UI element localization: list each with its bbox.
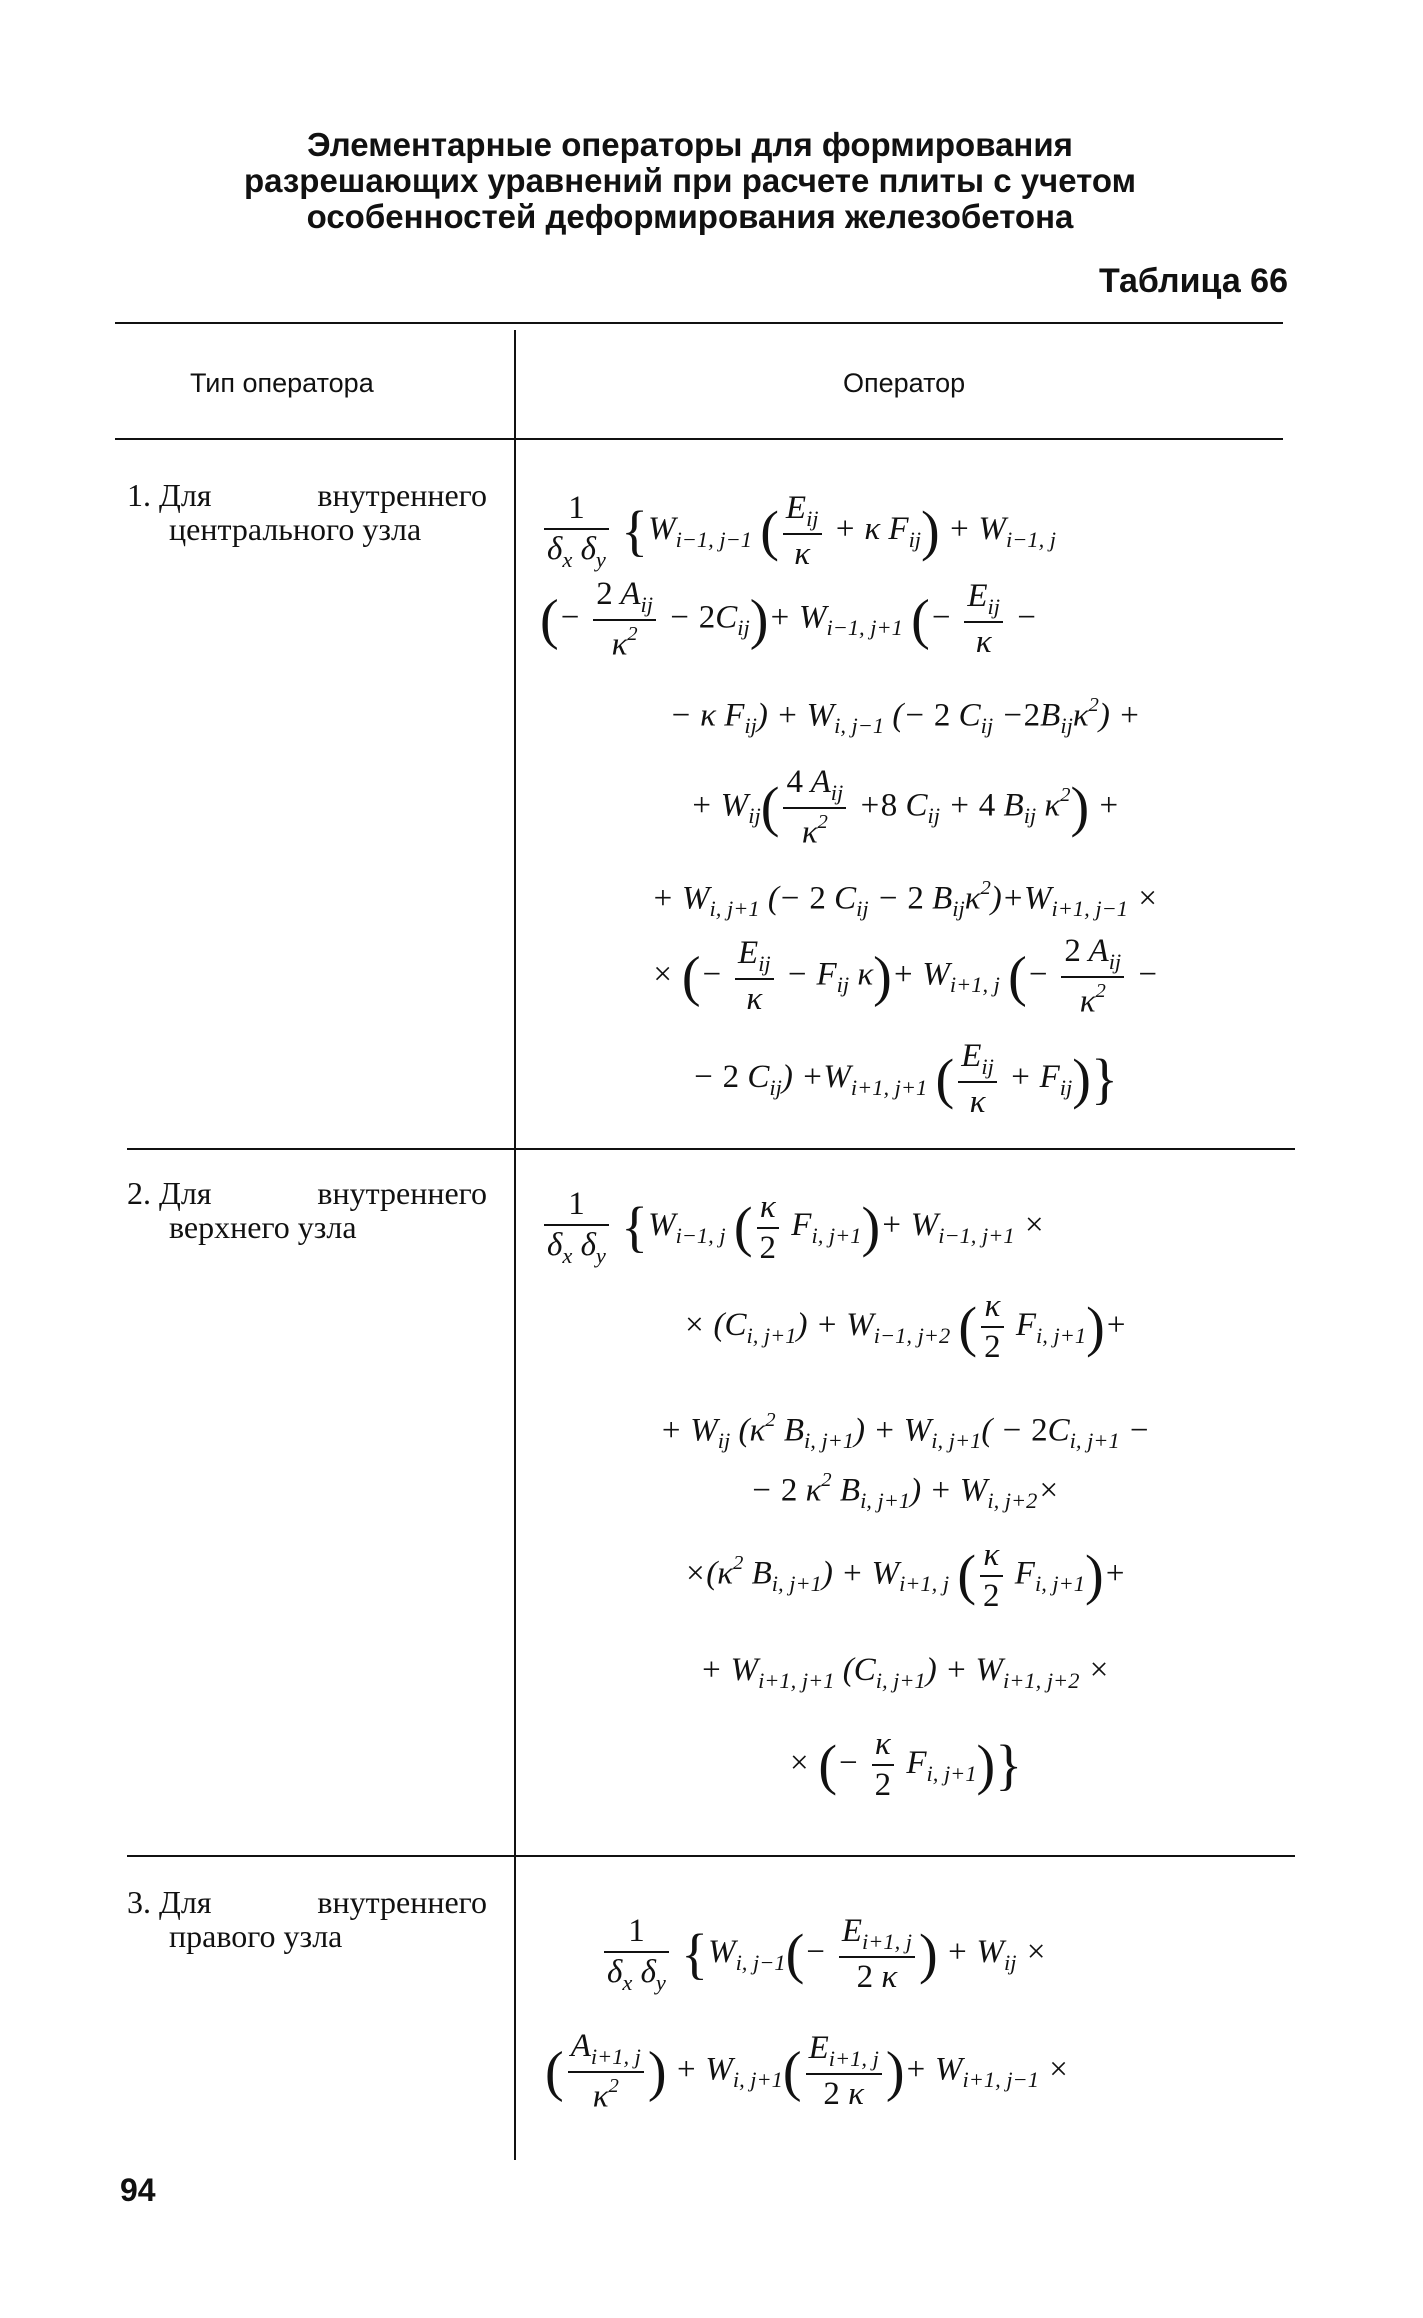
- fraction: $\frac{1}{\delta_x \delta_y}$: [544, 492, 609, 571]
- row-3-word-2: внутреннего: [317, 1884, 487, 1920]
- table-heading-line-1: Элементарные операторы для формирования: [307, 126, 1073, 163]
- row-1-word-2: внутреннего: [317, 477, 487, 513]
- row-1-word-1: Для: [159, 477, 212, 513]
- row-2-formula-line-2: × $(C_{i, j+1}) + W_{i-1, j+2}$ ( $\frac{\kappa}{2}$ $F_{i, j+1})+$: [682, 1288, 1128, 1366]
- row-2-formula-line-1: $\frac{1}{\delta_x \delta_y}$ {$W_{i-1, j}$ ( $\frac{\kappa}{2}$ $F_{i, j+1})+ W_{i-1, j+1}$ ×: [520, 1188, 1290, 1258]
- row-2-word-2: внутреннего: [317, 1175, 487, 1211]
- row-1-type-line-2: центрального узла: [169, 511, 422, 547]
- row-1-formula-line-1: $\frac{1}{\delta_x \delta_y}$ {$W_{i-1, j-1}$ ( $\frac{E_{ij}}{\kappa}$ + κ $F_{ij}) + W_{i-1, j}$: [520, 492, 1290, 562]
- row-1-formula-line-7: − 2 $C_{ij}) +W_{i+1, j+1}$ ( $\frac{E_{ij}}{\kappa}$ + $F_{ij}$)}: [692, 1038, 1118, 1121]
- column-header-operator: Оператор: [843, 368, 966, 398]
- table-heading-line-3: особенностей деформирования железобетона: [306, 198, 1074, 235]
- row-2-formula-line-5: $\times(\kappa^2$ $B_{i, j+1}) + W_{i+1, j}$ ( $\frac{\kappa}{2}$ $F_{i, j+1})+$: [684, 1536, 1126, 1614]
- table-heading-line-2: разрешающих уравнений при расчете плиты с учетом: [243, 162, 1136, 199]
- row-2-word-1: Для: [159, 1175, 212, 1211]
- row-1-type: [127, 478, 487, 546]
- table-number-label: Таблица 66: [1099, 262, 1288, 300]
- row-2-formula-line-6: + $W_{i+1, j+1}$ $(C_{i, j+1}) + W_{i+1, j+2}$ ×: [700, 1652, 1110, 1693]
- row-2-formula-line-3: + $W_{ij}$ ($\kappa^2$ $B_{i, j+1}) + W_{i, j+1}( - 2C_{i, j+1}$ −: [659, 1409, 1151, 1454]
- row-1-formula-line-3: − κ $F_{ij}) + W_{i, j-1}$ (− 2 $C_{ij} -2B_{ij}\kappa^2$) +: [669, 694, 1141, 739]
- header-bottom-rule: [115, 438, 1283, 440]
- row-1-formula-line-5: + $W_{i, j+1}$ (− 2 $C_{ij} - 2$ $B_{ij}\kappa^2)+W_{i+1, j-1}$ ×: [651, 877, 1159, 922]
- row-3-type: [127, 1885, 487, 1953]
- row-2-type: [127, 1176, 487, 1244]
- row-divider-2: [127, 1855, 1295, 1857]
- row-divider-1: [127, 1148, 1295, 1150]
- row-3-number: 3.: [127, 1884, 151, 1920]
- row-1-number: 1.: [127, 477, 151, 513]
- row-3-formula-line-2: ( $\frac{A_{i+1, j}}{\kappa^2}$ ) + $W_{i, j+1}$( $\frac{E_{i+1, j}}{2 \kappa}$ )+ $W_{i+1, j-1}$ ×: [545, 2028, 1070, 2115]
- column-divider: [514, 330, 516, 2160]
- row-3-word-1: Для: [159, 1884, 212, 1920]
- row-3-type-line-2: правого узла: [169, 1918, 343, 1954]
- column-header-type: Тип оператора: [190, 368, 374, 398]
- row-1-formula-line-6: × (− $\frac{E_{ij}}{\kappa}$ − $F_{ij}$ $\kappa)+ W_{i+1, j}$ (− $\frac{2 A_{ij}}{\kappa^2}$ −: [651, 933, 1159, 1020]
- row-1-formula-line-2: (− $\frac{2 A_{ij}}{\kappa^2}$ − $2C_{ij})+ W_{i-1, j+1}$ (− $\frac{E_{ij}}{\kappa}$ −: [540, 576, 1038, 663]
- page-number: 94: [120, 2172, 156, 2208]
- row-1-formula-line-4: + $W_{ij}$( $\frac{4 A_{ij}}{\kappa^2}$ +8 $C_{ij} + 4$ $B_{ij}$ $\kappa^2$) +: [690, 763, 1120, 851]
- row-2-number: 2.: [127, 1175, 151, 1211]
- row-3-formula-line-1: $\frac{1}{\delta_x \delta_y}$ {$W_{i, j-1}(-$ $\frac{E_{i+1, j}}{2 \kappa}$ ) + $W_{ij}$ ×: [520, 1915, 1290, 1985]
- row-2-formula-line-7: × (− $\frac{\kappa}{2}$ $F_{i, j+1}$)}: [787, 1726, 1023, 1804]
- row-2-type-line-2: верхнего узла: [169, 1209, 357, 1245]
- row-2-formula-line-4: − 2 $\kappa^2$ $B_{i, j+1}) + W_{i, j+2}\times$: [750, 1469, 1060, 1514]
- table-top-rule: [115, 322, 1283, 324]
